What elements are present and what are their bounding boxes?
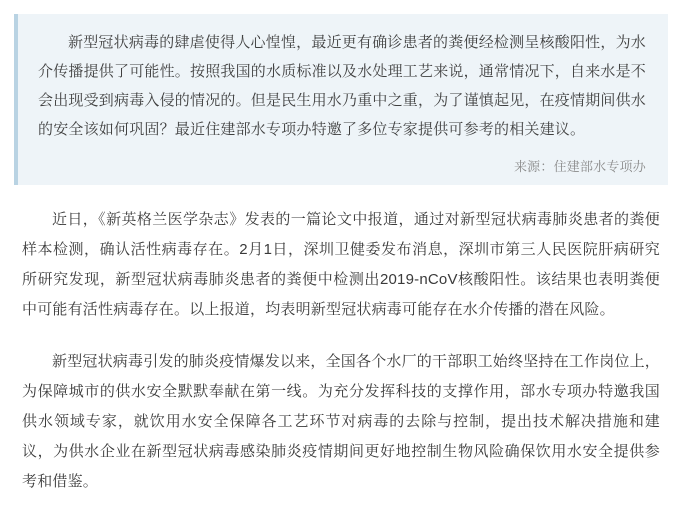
quote-source: 来源：住建部水专项办	[513, 159, 646, 174]
quote-block	[14, 14, 668, 185]
article-paragraph-2: 新型冠状病毒引发的肺炎疫情爆发以来，全国各个水厂的干部职工始终坚持在工作岗位上，为保障城市的供水安全默默奉献在第一线。为充分发挥科技的支撑作用，部水专项办特邀我国供水领域专家，就饮用水安全保障各工艺环节对病毒的去除与控制，提出技术解决措施和建议，为供水企业在新型冠状病毒感染肺炎疫情期间更好地控制生物风险确保饮用水安全提供参考和借鉴。	[22, 353, 661, 490]
quote-text: 新型冠状病毒的肆虐使得人心惶惶，最近更有确诊患者的粪便经检测呈核酸阳性，为水介传播提供了可能性。按照我国的水质标准以及水处理工艺来说，通常情况下，自来水是不会出现受到病毒入侵的情况的。但是民生用水乃重中之重，为了谨慎起见，在疫情期间供水的安全该如何巩固？最近住建部水专项办特邀了多位专家提供可参考的相关建议。	[38, 34, 647, 138]
article-paragraph-1: 近日，《新英格兰医学杂志》发表的一篇论文中报道，通过对新型冠状病毒肺炎患者的粪便样本检测，确认活性病毒存在。2月1日，深圳卫健委发布消息，深圳市第三人民医院肝病研究所研究发现，新型冠状病毒肺炎患者的粪便中检测出2019-nCoV核酸阳性。该结果也表明粪便中可能有活性病毒存在。以上报道，均表明新型冠状病毒可能存在水介传播的潜在风险。	[22, 211, 660, 318]
article-page	[0, 14, 682, 528]
